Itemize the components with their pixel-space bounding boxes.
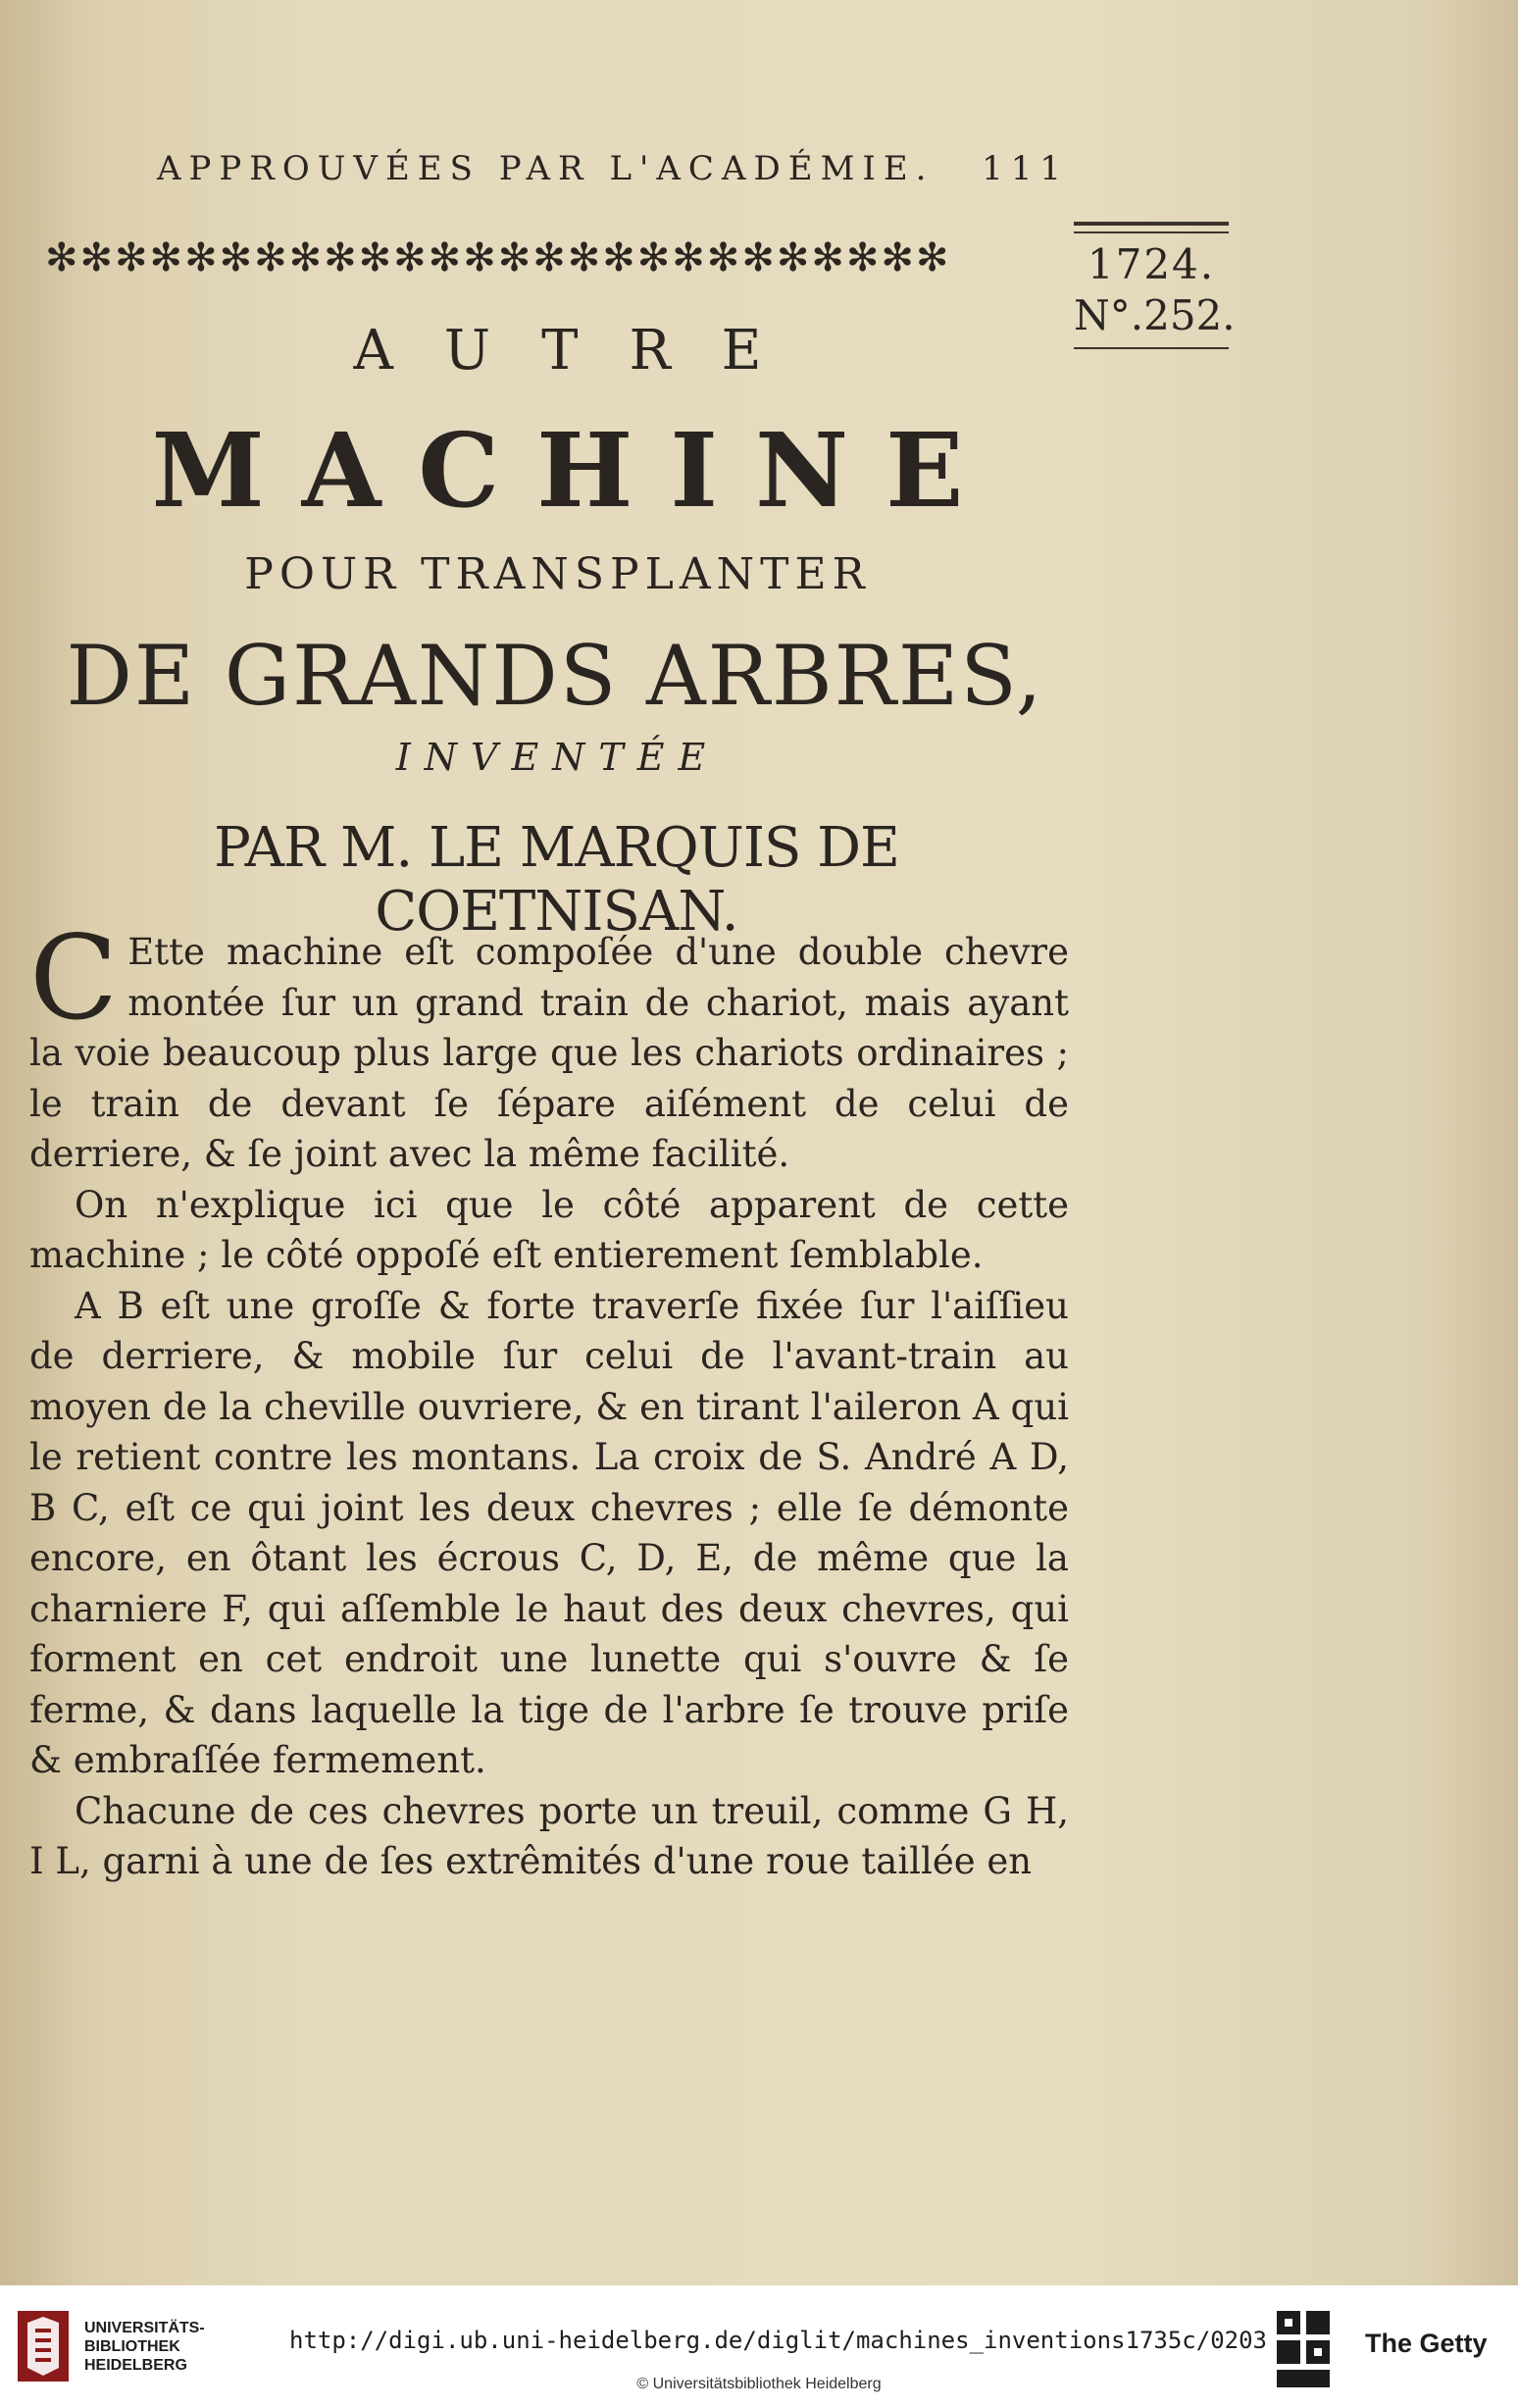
copyright-notice: © Universitätsbibliothek Heidelberg [636, 2376, 882, 2392]
library-name [84, 2319, 205, 2375]
partner-name: The Getty [1365, 2329, 1488, 2358]
margin-year: 1724. [1087, 240, 1216, 288]
title-autre: AUTRE [353, 319, 813, 383]
dropcap: C [29, 910, 119, 1046]
paragraph-4: Chacune de ces chevres porte un treuil, comme G H, I L, garni à une de ſes extrêmités d'une roue taillée en [29, 1789, 1069, 1882]
title-pour-transplanter: POUR TRANSPLANTER [244, 549, 871, 599]
paragraph-1 [29, 910, 1069, 1180]
library-name-line3: HEIDELBERG [84, 2357, 187, 2374]
title-machine: MACHINE [151, 410, 1001, 531]
university-library-logo-icon[interactable] [14, 2307, 73, 2385]
margin-number: N°.252. [1074, 291, 1236, 339]
margin-note [1074, 216, 1236, 355]
title-author: PAR M. LE MARQUIS DE COETNISAN. [214, 816, 899, 944]
page-number: 111 [982, 149, 1069, 188]
viewer-footer [0, 2285, 1518, 2408]
getty-logo-icon[interactable] [1273, 2305, 1334, 2393]
title-de-grands-arbres: DE GRANDS ARBRES, [66, 628, 1044, 724]
library-name-line1: UNIVERSITÄTS- [84, 2320, 205, 2336]
paragraph-3: A B eſt une groſſe & forte traverſe fixée ſur l'aiſſieu de derriere, & mobile ſur celui de l'avant-train au moyen de la cheville ouvriere, & en tirant l'aileron A qui le retient contre les montans. La croix de S. André A D, B C, eſt ce qui joint les deux chevres ; elle ſe démonte encore, en ôtant les écrous C, D, E, de même que la charniere F, qui aſſemble le haut des deux chevres, qui forment en cet endroit une lunette qui s'ouvre & ſe ferme, & dans laquelle la tige de l'arbre ſe trouve priſe & embraſſée fermement. [29, 1284, 1069, 1781]
ornament-band: ✻✻✻✻✻✻✻✻✻✻✻✻✻✻✻✻✻✻✻✻✻✻✻✻✻✻ [45, 235, 951, 281]
margin-rule-top [1074, 222, 1229, 226]
margin-rule-top-thin [1074, 231, 1229, 233]
margin-rule-bottom [1074, 347, 1229, 349]
paragraph-2: On n'explique ici que le côté apparent de cette machine ; le côté oppoſé eſt entierement ſemblable. [29, 1183, 1069, 1276]
permalink-url[interactable]: http://digi.ub.uni-heidelberg.de/diglit/machines_inventions1735c/0203 [289, 2327, 1267, 2354]
running-title: APPROUVÉES PAR L'ACADÉMIE. [157, 149, 935, 188]
body-text [29, 910, 1069, 1887]
library-name-line2: BIBLIOTHEK [84, 2338, 180, 2355]
title-inventee: INVENTÉE [395, 736, 720, 779]
running-header [157, 149, 1069, 188]
paragraph-1-text: Ette machine eſt compoſée d'une double chevre montée ſur un grand train de chariot, mais ayant la voie beaucoup plus large que les chariots ordinaires ; le train de devant ſe ſépare aiſément de celui de derriere, & ſe joint avec la même facilité. [29, 931, 1069, 1175]
